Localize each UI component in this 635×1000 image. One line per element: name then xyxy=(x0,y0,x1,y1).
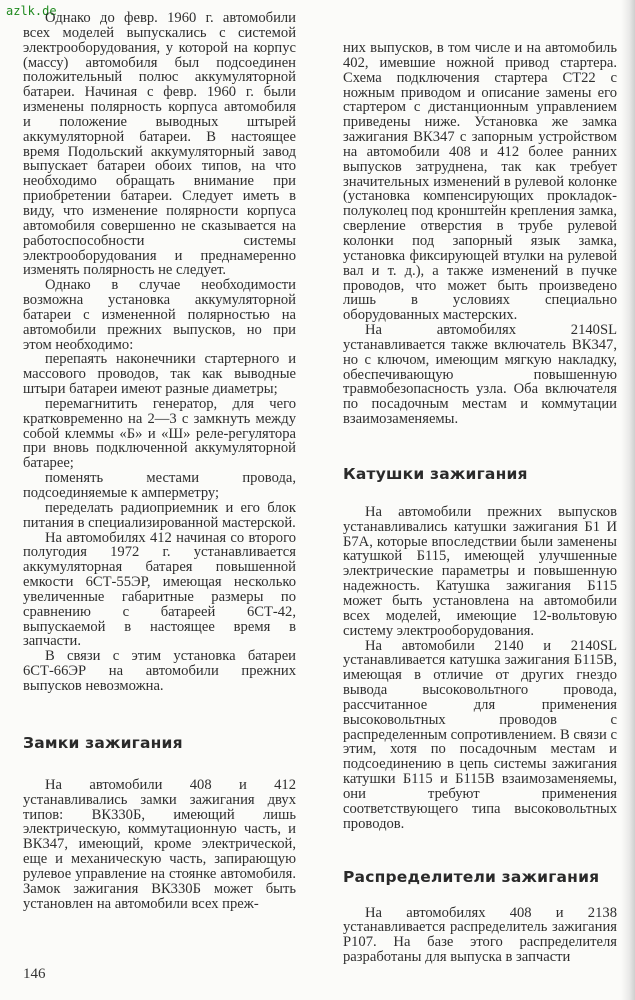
paragraph: Однако в случае необходимости возможна установка аккумуляторной батареи с измененной полярностью на автомобили прежних выпусков, но при этом необходимо: xyxy=(23,277,296,353)
paragraph: На автомобили прежних выпусков устанавливались катушки зажигания Б1 И Б7А, которые впоследствии были заменены катушкой Б115, имеющей улучшенные электрические параметры и повышенную надежность. Катушка зажигания Б115 может быть установлена на автомобили всех моделей, имеющие 12-вольтовую систему электрооборудования. xyxy=(343,503,617,639)
paragraph: На автомобили 2140 и 2140SL устанавливается катушка зажигания Б115В, имеющая в отличие от других гнездо вывода высоковольтного провода, рассчитанное для применения высоковольтных проводов с распределенным сопротивлением. В связи с этим, хотя по посадочным местам и подсоединению в цепь системы зажигания катушки Б115 и Б115В взаимозаменяемы, они требуют применения соответствующего типа высоковольтных проводов. xyxy=(343,637,617,832)
list-item: поменять местами провода, подсоединяемые к амперметру; xyxy=(23,470,296,501)
page-number: 146 xyxy=(23,966,46,982)
list-item: перемагнитить генератор, для чего кратковременно на 2—3 с замкнуть между собой клеммы «Б» и «Ш» реле-регулятора при вновь подключенной аккумуляторной батарее; xyxy=(23,395,296,472)
list-item: переделать радиоприемник и его блок питания в специализированной мастерской. xyxy=(23,499,296,531)
watermark: azlk.de xyxy=(6,4,57,18)
page-edge-shadow xyxy=(621,0,635,1000)
paragraph: На автомобилях 2140SL устанавливается также включатель ВК347, но с ключом, имеющим мягкую накладку, обеспечивающую повышенную травмобезопасность узла. Оба включателя по посадочным местам и коммутации взаимозаменяемы. xyxy=(343,322,617,428)
paragraph: Однако до февр. 1960 г. автомобили всех моделей выпускались с системой электрооборудования, у которой на корпус (массу) автомобиля был подсоединен положительный полюс аккумуляторной батареи. Начиная с февр. 1960 г. были изменены полярность корпуса автомобиля и положение выводных штырей аккумуляторной батареи. В настоящее время Подольский аккумуляторный завод выпускает батареи обоих типов, на что необходимо обращать внимание при приобретении батареи. Следует иметь в виду, что изменение полярности корпуса автомобиля совершенно не сказывается на работоспособности системы электрооборудования и преднамеренно изменять полярность не следует. xyxy=(23,10,296,279)
paragraph: них выпусков, в том числе и на автомобиль 402, имевшие ножной привод стартера. Схема подключения стартера СТ22 с ножным приводом и описание замены его стартером с дистанционным управлением приведены ниже. Установка же замка зажигания ВК347 с запорным устройством на автомобили 408 и 412 более ранних выпусков затруднена, так как требует значительных изменений в рулевой колонке (установка компенсирующих прокладок-полуколец под кронштейн крепления замка, сверление отверстия в трубе рулевой колонки под запорный язык замка, установка фиксирующей втулки на рулевой вал и т. д.), а также изменений в пучке проводов, что может быть произведено лишь в условиях специально оборудованных мастерских. xyxy=(343,40,617,324)
paragraph: На автомобилях 412 начиная со второго полугодия 1972 г. устанавливается аккумуляторная батарея повышенной емкости 6СТ-55ЭР, имеющая несколько увеличенные габаритные размеры по сравнению с батареей 6СТ-42, выпускаемой в настоящее время в запчасти. xyxy=(23,529,296,650)
paragraph: На автомобили 408 и 412 устанавливались замки зажигания двух типов: ВК330Б, имеющий лишь электрическую, коммутационную часть, и ВК347, имеющий, кроме электрической, еще и механическую часть, запирающую рулевое управление на стоянке автомобиля. Замок зажигания ВК330Б может быть установлен на автомобили всех преж- xyxy=(23,776,296,912)
left-column xyxy=(23,0,296,911)
section-heading-ignition-coils: Катушки зажигания xyxy=(343,464,528,483)
right-column xyxy=(343,0,617,965)
section-heading-distributors: Распределители зажигания xyxy=(343,867,600,886)
paragraph: В связи с этим установка батареи 6СТ-66ЭР на автомобили прежних выпусков невозможна. xyxy=(23,648,296,694)
list-item: перепаять наконечники стартерного и массового проводов, так как выводные штыри батареи имеют разные диаметры; xyxy=(23,351,296,398)
section-heading-ignition-locks: Замки зажигания xyxy=(23,733,183,752)
paragraph: На автомобилях 408 и 2138 устанавливается распределитель зажигания Р107. На базе этого распределителя разработаны для выпуска в запчасти xyxy=(343,904,617,966)
